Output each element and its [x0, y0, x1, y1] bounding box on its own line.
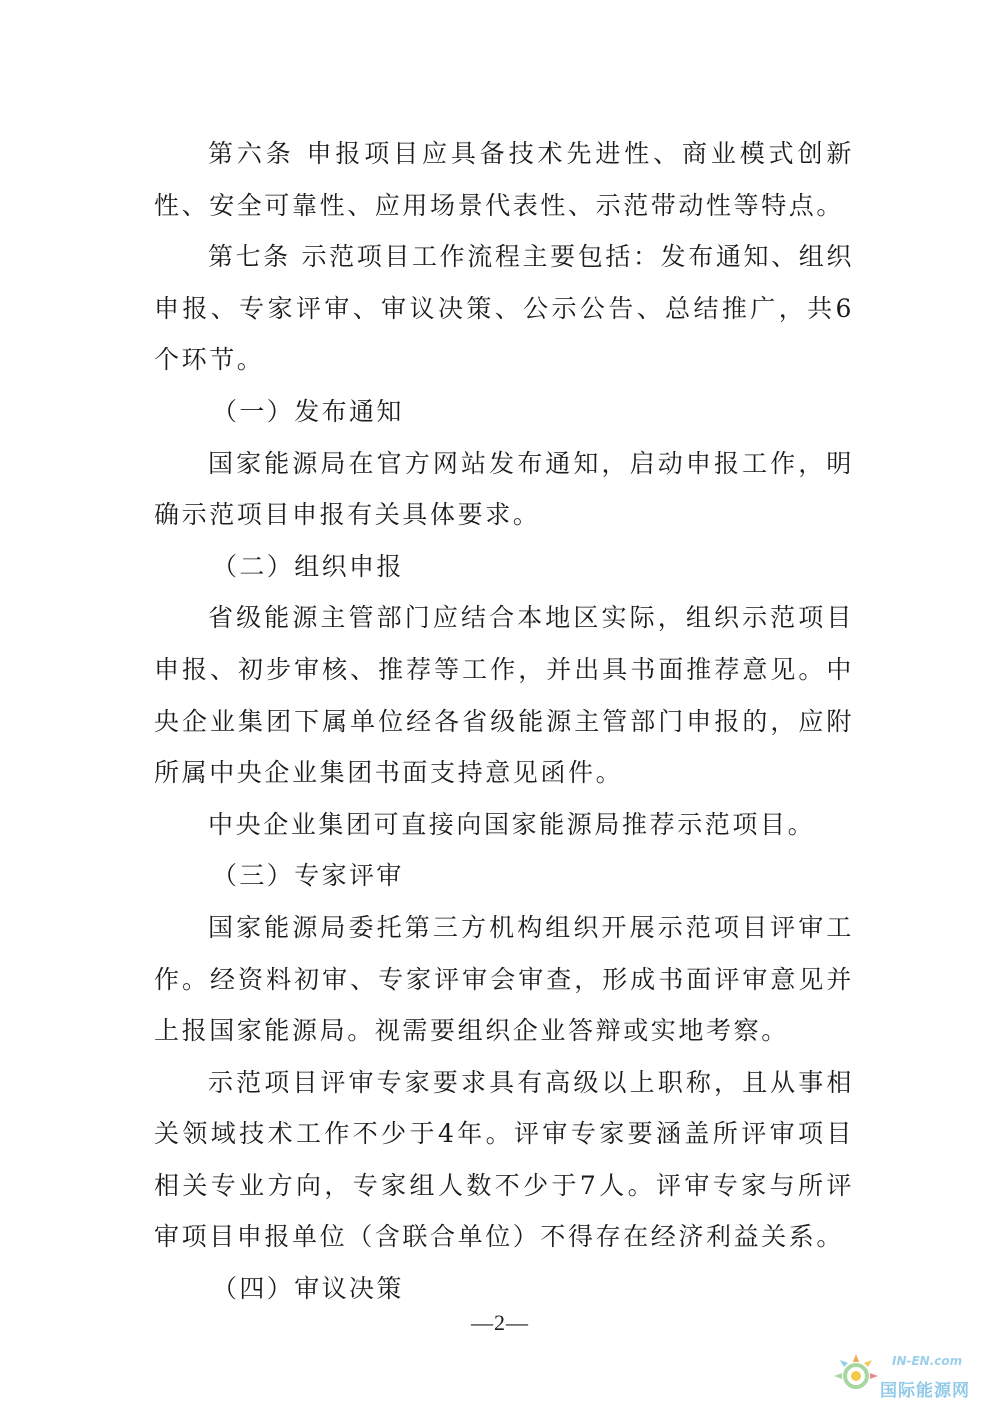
- page-number: —2—: [471, 1310, 529, 1335]
- sun-logo-icon: [832, 1348, 884, 1400]
- watermark-logo: [832, 1342, 982, 1404]
- watermark-name: 国际能源网: [880, 1381, 970, 1401]
- document-body: [154, 128, 854, 1315]
- article-6-paragraph: 第六条 申报项目应具备技术先进性、商业模式创新性、安全可靠性、应用场景代表性、示范带动性等特点。: [154, 139, 854, 220]
- central-enterprise-paragraph: 中央企业集团可直接向国家能源局推荐示范项目。: [208, 809, 816, 839]
- section-heading-deliberation: （四）审议决策: [212, 1274, 404, 1304]
- section-heading-expert-review: （三）专家评审: [212, 861, 404, 891]
- expert-requirements-paragraph: 示范项目评审专家要求具有高级以上职称，且从事相关领域技术工作不少于4年。评审专家要涵盖所评审项目相关专业方向，专家组人数不少于7人。评审专家与所评审项目申报单位（含联合单位）不得存在经济利益关系。: [154, 1067, 854, 1252]
- expert-review-paragraph: 国家能源局委托第三方机构组织开展示范项目评审工作。经资料初审、专家评审会审查，形成书面评审意见并上报国家能源局。视需要组织企业答辩或实地考察。: [154, 912, 854, 1046]
- publish-notice-paragraph: 国家能源局在官方网站发布通知，启动申报工作，明确示范项目申报有关具体要求。: [154, 448, 854, 530]
- section-heading-publish-notice: （一）发布通知: [212, 396, 404, 426]
- organize-application-paragraph: 省级能源主管部门应结合本地区实际，组织示范项目申报、初步审核、推荐等工作，并出具书面推荐意见。中央企业集团下属单位经各省级能源主管部门申报的，应附所属中央企业集团书面支持意见函件。: [154, 603, 854, 788]
- article-7-paragraph: 第七条 示范项目工作流程主要包括：发布通知、组织申报、专家评审、审议决策、公示公告、总结推广，共6个环节。: [154, 242, 854, 375]
- watermark-url: IN-EN.com: [892, 1354, 963, 1368]
- section-heading-organize-application: （二）组织申报: [212, 551, 404, 581]
